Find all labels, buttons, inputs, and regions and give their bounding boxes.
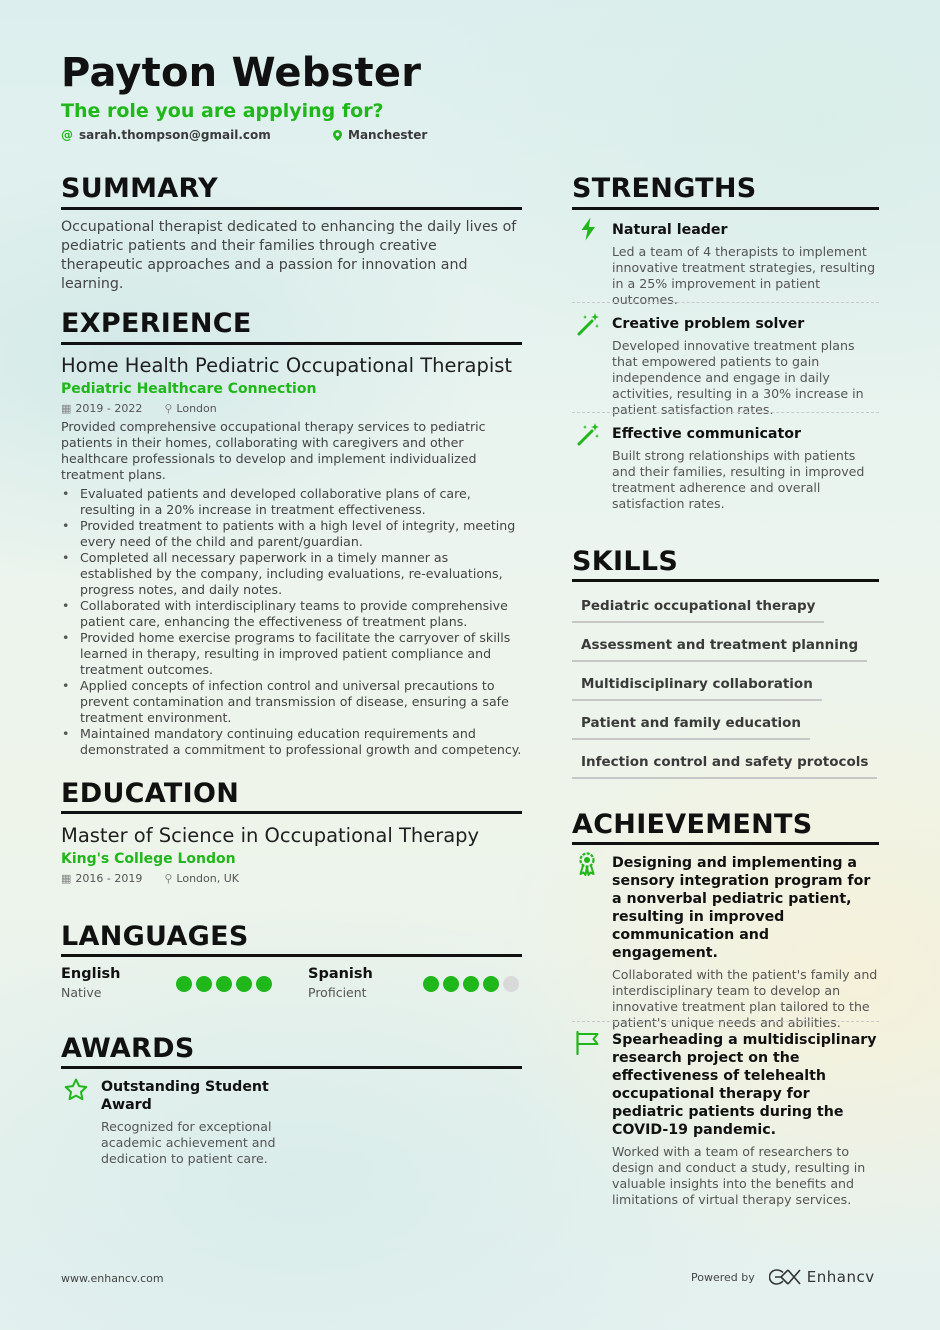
medal-icon (574, 851, 600, 877)
strength-description: Led a team of 4 therapists to implement innovative treatment strategies, resulting in a 25% improvement in patient outcomes. (612, 244, 876, 307)
job-bullets (61, 486, 522, 758)
candidate-name: Payton Webster (61, 50, 422, 96)
list-item: • Provided treatment to patients with a high level of integrity, meeting every need of the child and parent/guardian. (61, 518, 522, 550)
summary-heading: SUMMARY (61, 173, 218, 204)
target-role: The role you are applying for? (61, 100, 384, 122)
achievement-title: Spearheading a multidisciplinary research project on the effectiveness of telehealth occupational therapy for pediatric patients during the COVID-19 pandemic. (612, 1032, 877, 1138)
education-divider (61, 811, 522, 814)
footer-branding (691, 1268, 875, 1286)
skill-tag: Pediatric occupational therapy (572, 598, 824, 623)
brand-logo[interactable] (769, 1268, 875, 1286)
education-location (164, 872, 239, 885)
language-rating (176, 976, 272, 992)
flag-icon (574, 1030, 600, 1056)
job-title: Home Health Pediatric Occupational Therapist (61, 354, 513, 377)
education-location-text: London, UK (176, 872, 240, 885)
language-level: Native (61, 985, 102, 1000)
location-pin-icon (333, 130, 342, 141)
rating-dot-filled (176, 976, 192, 992)
strength-separator (572, 302, 879, 303)
list-item: • Collaborated with interdisciplinary teams to provide comprehensive patient care, enhancing the effectiveness of treatment plans. (61, 598, 522, 630)
location-text: Manchester (348, 128, 428, 142)
strength-item (612, 221, 879, 308)
strength-title: Natural leader (612, 222, 728, 238)
award-item (101, 1078, 281, 1167)
location-contact (333, 128, 427, 142)
awards-divider (61, 1066, 522, 1069)
education-entry (61, 824, 522, 885)
achievements-divider (572, 842, 879, 845)
rating-dot-filled (483, 976, 499, 992)
language-name: English (61, 966, 121, 982)
skills-divider (572, 579, 879, 582)
rating-dot-filled (443, 976, 459, 992)
degree-title: Master of Science in Occupational Therapy (61, 824, 480, 847)
experience-heading: EXPERIENCE (61, 308, 252, 339)
strength-title: Effective communicator (612, 426, 801, 442)
strengths-heading: STRENGTHS (572, 173, 757, 204)
job-dates (61, 402, 142, 415)
list-item: • Evaluated patients and developed collaborative plans of care, resulting in a 20% increase in treatment effectiveness. (61, 486, 522, 518)
email-contact[interactable] (61, 128, 271, 142)
list-item: • Applied concepts of infection control and universal precautions to prevent contamination and transmission of disease, ensuring a safe treatment environment. (61, 678, 522, 726)
job-description: Provided comprehensive occupational therapy services to pediatric patients in their homes, collaborating with caregivers and other healthcare professionals to develop and implement individualized treatment plans. (61, 419, 486, 482)
rating-dot-filled (256, 976, 272, 992)
skills-heading: SKILLS (572, 546, 679, 577)
experience-entry (61, 354, 522, 758)
company-name: Pediatric Healthcare Connection (61, 381, 317, 397)
strength-item (612, 425, 879, 512)
language-english (61, 966, 275, 1000)
at-sign-icon: @ (61, 128, 73, 142)
email-text: sarah.thompson@gmail.com (79, 128, 271, 142)
experience-divider (61, 342, 522, 345)
education-meta (61, 872, 522, 885)
languages-heading: LANGUAGES (61, 921, 249, 952)
strengths-divider (572, 207, 879, 210)
summary-text: Occupational therapist dedicated to enhancing the daily lives of pediatric patients and their families through creative therapeutic approaches and a passion for innovation and learning. (61, 219, 517, 292)
rating-dot-empty (503, 976, 519, 992)
location-pin-icon: ⚲ (164, 402, 173, 415)
achievement-description: Collaborated with the patient's family and interdisciplinary team to develop an innovative treatment plan tailored to the patient's unique needs and abilities. (612, 967, 878, 1030)
job-location-text: London (176, 402, 217, 415)
achievement-description: Worked with a team of researchers to design and conduct a study, resulting in valuable insights into the benefits and limitations of virtual therapy services. (612, 1144, 866, 1207)
language-rating (423, 976, 519, 992)
skill-tag: Multidisciplinary collaboration (572, 676, 822, 701)
job-meta (61, 402, 522, 415)
rating-dot-filled (216, 976, 232, 992)
school-name: King's College London (61, 851, 236, 867)
strength-title: Creative problem solver (612, 316, 805, 332)
skill-tag: Infection control and safety protocols (572, 754, 877, 779)
list-item: • Provided home exercise programs to facilitate the carryover of skills learned in therapy, resulting in improved patient compliance and treatment outcomes. (61, 630, 522, 678)
job-location (164, 402, 216, 415)
strength-description: Developed innovative treatment plans that empowered patients to gain independence and engage in daily activities, resulting in a 30% increase in patient satisfaction rates. (612, 338, 864, 417)
magic-wand-icon (576, 311, 602, 337)
achievement-item (612, 854, 879, 1031)
achievement-separator (572, 1021, 879, 1022)
rating-dot-filled (423, 976, 439, 992)
list-item: • Maintained mandatory continuing education requirements and demonstrated a commitment to professional growth and competency. (61, 726, 522, 758)
achievement-title: Designing and implementing a sensory integration program for a nonverbal pediatric patient, resulting in improved communication and engagement. (612, 855, 871, 961)
strength-separator (572, 412, 879, 413)
magic-wand-icon (576, 421, 602, 447)
strength-description: Built strong relationships with patients and their families, resulting in improved treatment adherence and overall satisfaction rates. (612, 448, 865, 511)
award-description: Recognized for exceptional academic achievement and dedication to patient care. (101, 1119, 276, 1166)
brand-name: Enhancv (806, 1268, 875, 1286)
job-dates-text: 2019 - 2022 (75, 402, 143, 415)
summary-divider (61, 207, 522, 210)
languages-divider (61, 954, 522, 957)
rating-dot-filled (463, 976, 479, 992)
education-dates-text: 2016 - 2019 (75, 872, 143, 885)
skill-tag: Assessment and treatment planning (572, 637, 867, 662)
list-item: • Completed all necessary paperwork in a timely manner as established by the company, including evaluations, re-evaluations, progress notes, and daily notes. (61, 550, 522, 598)
footer-website[interactable]: www.enhancv.com (61, 1272, 164, 1285)
rating-dot-filled (196, 976, 212, 992)
achievement-item (612, 1031, 879, 1208)
award-title: Outstanding Student Award (101, 1079, 269, 1113)
skill-tag: Patient and family education (572, 715, 810, 740)
language-spanish (308, 966, 522, 1000)
strength-item (612, 315, 879, 418)
achievements-heading: ACHIEVEMENTS (572, 809, 813, 840)
lightning-icon (576, 216, 602, 242)
powered-by-text: Powered by (691, 1270, 755, 1284)
star-icon (63, 1077, 89, 1103)
awards-heading: AWARDS (61, 1033, 195, 1064)
rating-dot-filled (236, 976, 252, 992)
enhancv-logo-icon (769, 1269, 801, 1285)
location-pin-icon: ⚲ (164, 872, 173, 885)
language-level: Proficient (308, 985, 367, 1000)
language-name: Spanish (308, 966, 373, 982)
education-heading: EDUCATION (61, 778, 240, 809)
calendar-icon: ▦ (61, 872, 72, 885)
calendar-icon: ▦ (61, 402, 72, 415)
education-dates (61, 872, 142, 885)
